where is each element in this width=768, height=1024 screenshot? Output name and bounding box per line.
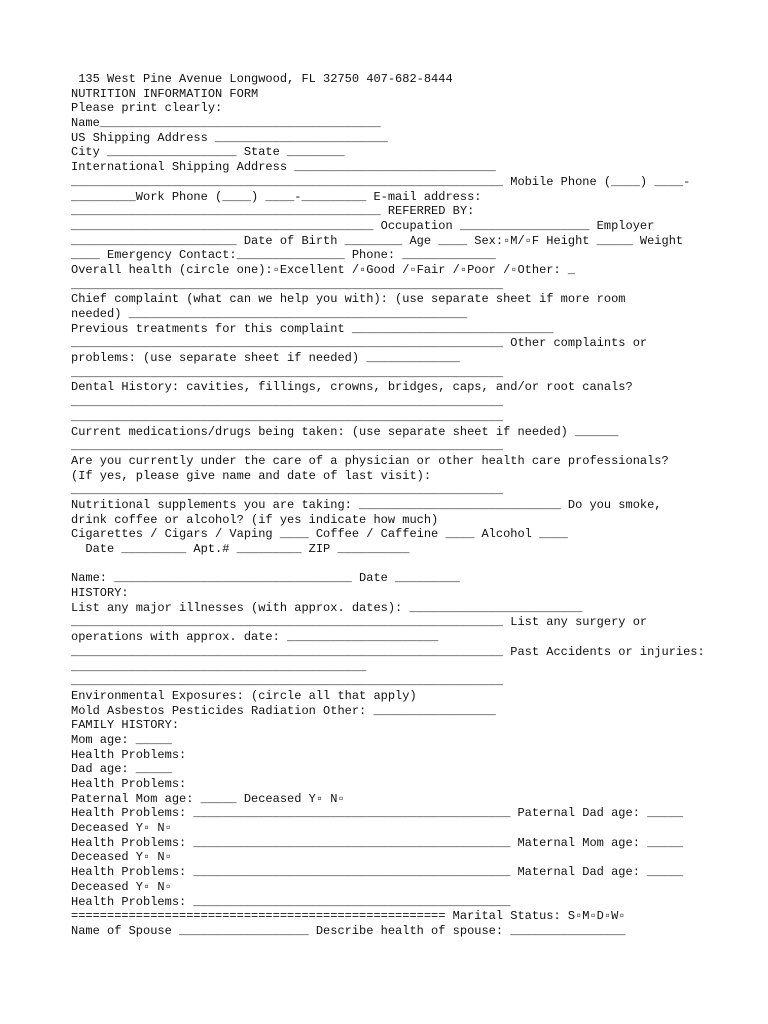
dental-history-blank-1[interactable]: ____________________________________________________________	[71, 395, 504, 410]
emergency-contact-field[interactable]: ____ Emergency Contact:_______________ Phone: _____________	[71, 248, 496, 263]
form-title: NUTRITION INFORMATION FORM	[71, 86, 259, 101]
maternal-dad-health-field[interactable]: Health Problems: ____________________________________________	[71, 894, 511, 909]
history-heading: HISTORY:	[71, 586, 129, 601]
current-medications-blank[interactable]: ____________________________________________________________	[71, 439, 504, 454]
mom-health-problems-label: Health Problems:	[71, 747, 187, 762]
paternal-mom-health-field[interactable]: Health Problems: ____________________________________________ Paternal Dad age: _____	[71, 806, 684, 821]
print-instruction: Please print clearly:	[71, 101, 223, 116]
current-medications-field[interactable]: Current medications/drugs being taken: (use separate sheet if needed) ______	[71, 424, 619, 439]
city-state-field[interactable]: City __________________ State ________	[71, 145, 345, 160]
overall-health-blank[interactable]: ____________________________________________________________	[71, 277, 504, 292]
major-illnesses-field[interactable]: List any major illnesses (with approx. dates): ________________________	[71, 600, 583, 615]
operations-date-field[interactable]: operations with approx. date: _____________________	[71, 630, 439, 645]
history-name-date-field[interactable]: Name: _________________________________ Date _________	[71, 571, 460, 586]
paternal-dad-health-field[interactable]: Health Problems: ____________________________________________ Maternal Mom age: _____	[71, 835, 684, 850]
occupation-employer-field[interactable]: __________________________________________ Occupation __________________ Employer	[71, 218, 655, 233]
marital-status-field[interactable]: ==================================================== Marital Status: S▫M▫D▫W▫	[71, 909, 626, 924]
referred-by-field[interactable]: ___________________________________________ REFERRED BY:	[71, 204, 475, 219]
clinic-address: 135 West Pine Avenue Longwood, FL 32750 407-682-8444	[71, 72, 453, 86]
spacer-line	[71, 557, 761, 572]
mobile-phone-field[interactable]: ____________________________________________________________ Mobile Phone (____) ____-	[71, 174, 691, 189]
environmental-exposures-label: Environmental Exposures: (circle all that apply)	[71, 688, 417, 703]
previous-treatments-field[interactable]: Previous treatments for this complaint ____________________________	[71, 321, 554, 336]
dental-history-label: Dental History: cavities, fillings, crowns, bridges, caps, and/or root canals?	[71, 380, 633, 395]
overall-health-options[interactable]: Overall health (circle one):▫Excellent /▫Good /▫Fair /▫Poor /▫Other: _	[71, 262, 576, 277]
supplements-field[interactable]: Nutritional supplements you are taking: ____________________________ Do you smoke,	[71, 497, 662, 512]
physician-care-instruction: (If yes, please give name and date of last visit):	[71, 468, 432, 483]
international-shipping-address-field[interactable]: International Shipping Address ____________________________	[71, 160, 496, 175]
paternal-dad-deceased-field[interactable]: Deceased Y▫ N▫	[71, 821, 172, 836]
physician-care-blank[interactable]: ____________________________________________________________	[71, 483, 504, 498]
spouse-field[interactable]: Name of Spouse __________________ Describe health of spouse: ________________	[71, 923, 626, 938]
smoke-coffee-alcohol-label: drink coffee or alcohol? (if yes indicate how much)	[71, 512, 439, 527]
nutrition-information-form	[71, 72, 761, 939]
problems-field[interactable]: problems: (use separate sheet if needed) _____________	[71, 351, 460, 366]
work-phone-email-field[interactable]: _________Work Phone (____) ____-_________ E-mail address:	[71, 189, 482, 204]
maternal-mom-deceased-field[interactable]: Deceased Y▫ N▫	[71, 850, 172, 865]
surgery-field[interactable]: ____________________________________________________________ List any surgery or	[71, 615, 648, 630]
mom-age-field[interactable]: Mom age: _____	[71, 732, 172, 747]
family-history-heading: FAMILY HISTORY:	[71, 718, 180, 733]
other-complaints-field[interactable]: ____________________________________________________________ Other complaints or	[71, 336, 648, 351]
us-shipping-address-field[interactable]: US Shipping Address ________________________	[71, 130, 388, 145]
date-apt-zip-field[interactable]: Date _________ Apt.# _________ ZIP __________	[71, 542, 410, 556]
chief-complaint-field[interactable]: needed) _______________________________________________	[71, 307, 468, 321]
environmental-exposures-options[interactable]: Mold Asbestos Pesticides Radiation Other: _________________	[71, 703, 496, 718]
past-accidents-blank-2[interactable]: ____________________________________________________________	[71, 674, 504, 689]
maternal-mom-health-field[interactable]: Health Problems: ____________________________________________ Maternal Dad age: _____	[71, 865, 684, 880]
problems-blank[interactable]: ____________________________________________________________	[71, 365, 504, 380]
past-accidents-blank-1[interactable]: _________________________________________	[71, 659, 367, 674]
birth-age-sex-height-field[interactable]: _______________________ Date of Birth ________ Age ____ Sex:▫M/▫F Height _____ Weight	[71, 233, 684, 248]
dental-history-blank-2[interactable]: ____________________________________________________________	[71, 409, 504, 424]
name-field[interactable]: Name_______________________________________	[71, 116, 381, 131]
physician-care-label: Are you currently under the care of a physician or other health care professionals?	[71, 453, 669, 468]
dad-health-problems-label: Health Problems:	[71, 777, 187, 791]
chief-complaint-label: Chief complaint (what can we help you with): (use separate sheet if more room	[71, 292, 626, 307]
cigarettes-coffee-alcohol-field[interactable]: Cigarettes / Cigars / Vaping ____ Coffee / Caffeine ____ Alcohol ____	[71, 527, 568, 542]
dad-age-field[interactable]: Dad age: _____	[71, 762, 172, 777]
past-accidents-field[interactable]: ____________________________________________________________ Past Accidents or injuries:	[71, 644, 705, 659]
paternal-mom-age-field[interactable]: Paternal Mom age: _____ Deceased Y▫ N▫	[71, 791, 345, 806]
maternal-dad-deceased-field[interactable]: Deceased Y▫ N▫	[71, 879, 172, 894]
